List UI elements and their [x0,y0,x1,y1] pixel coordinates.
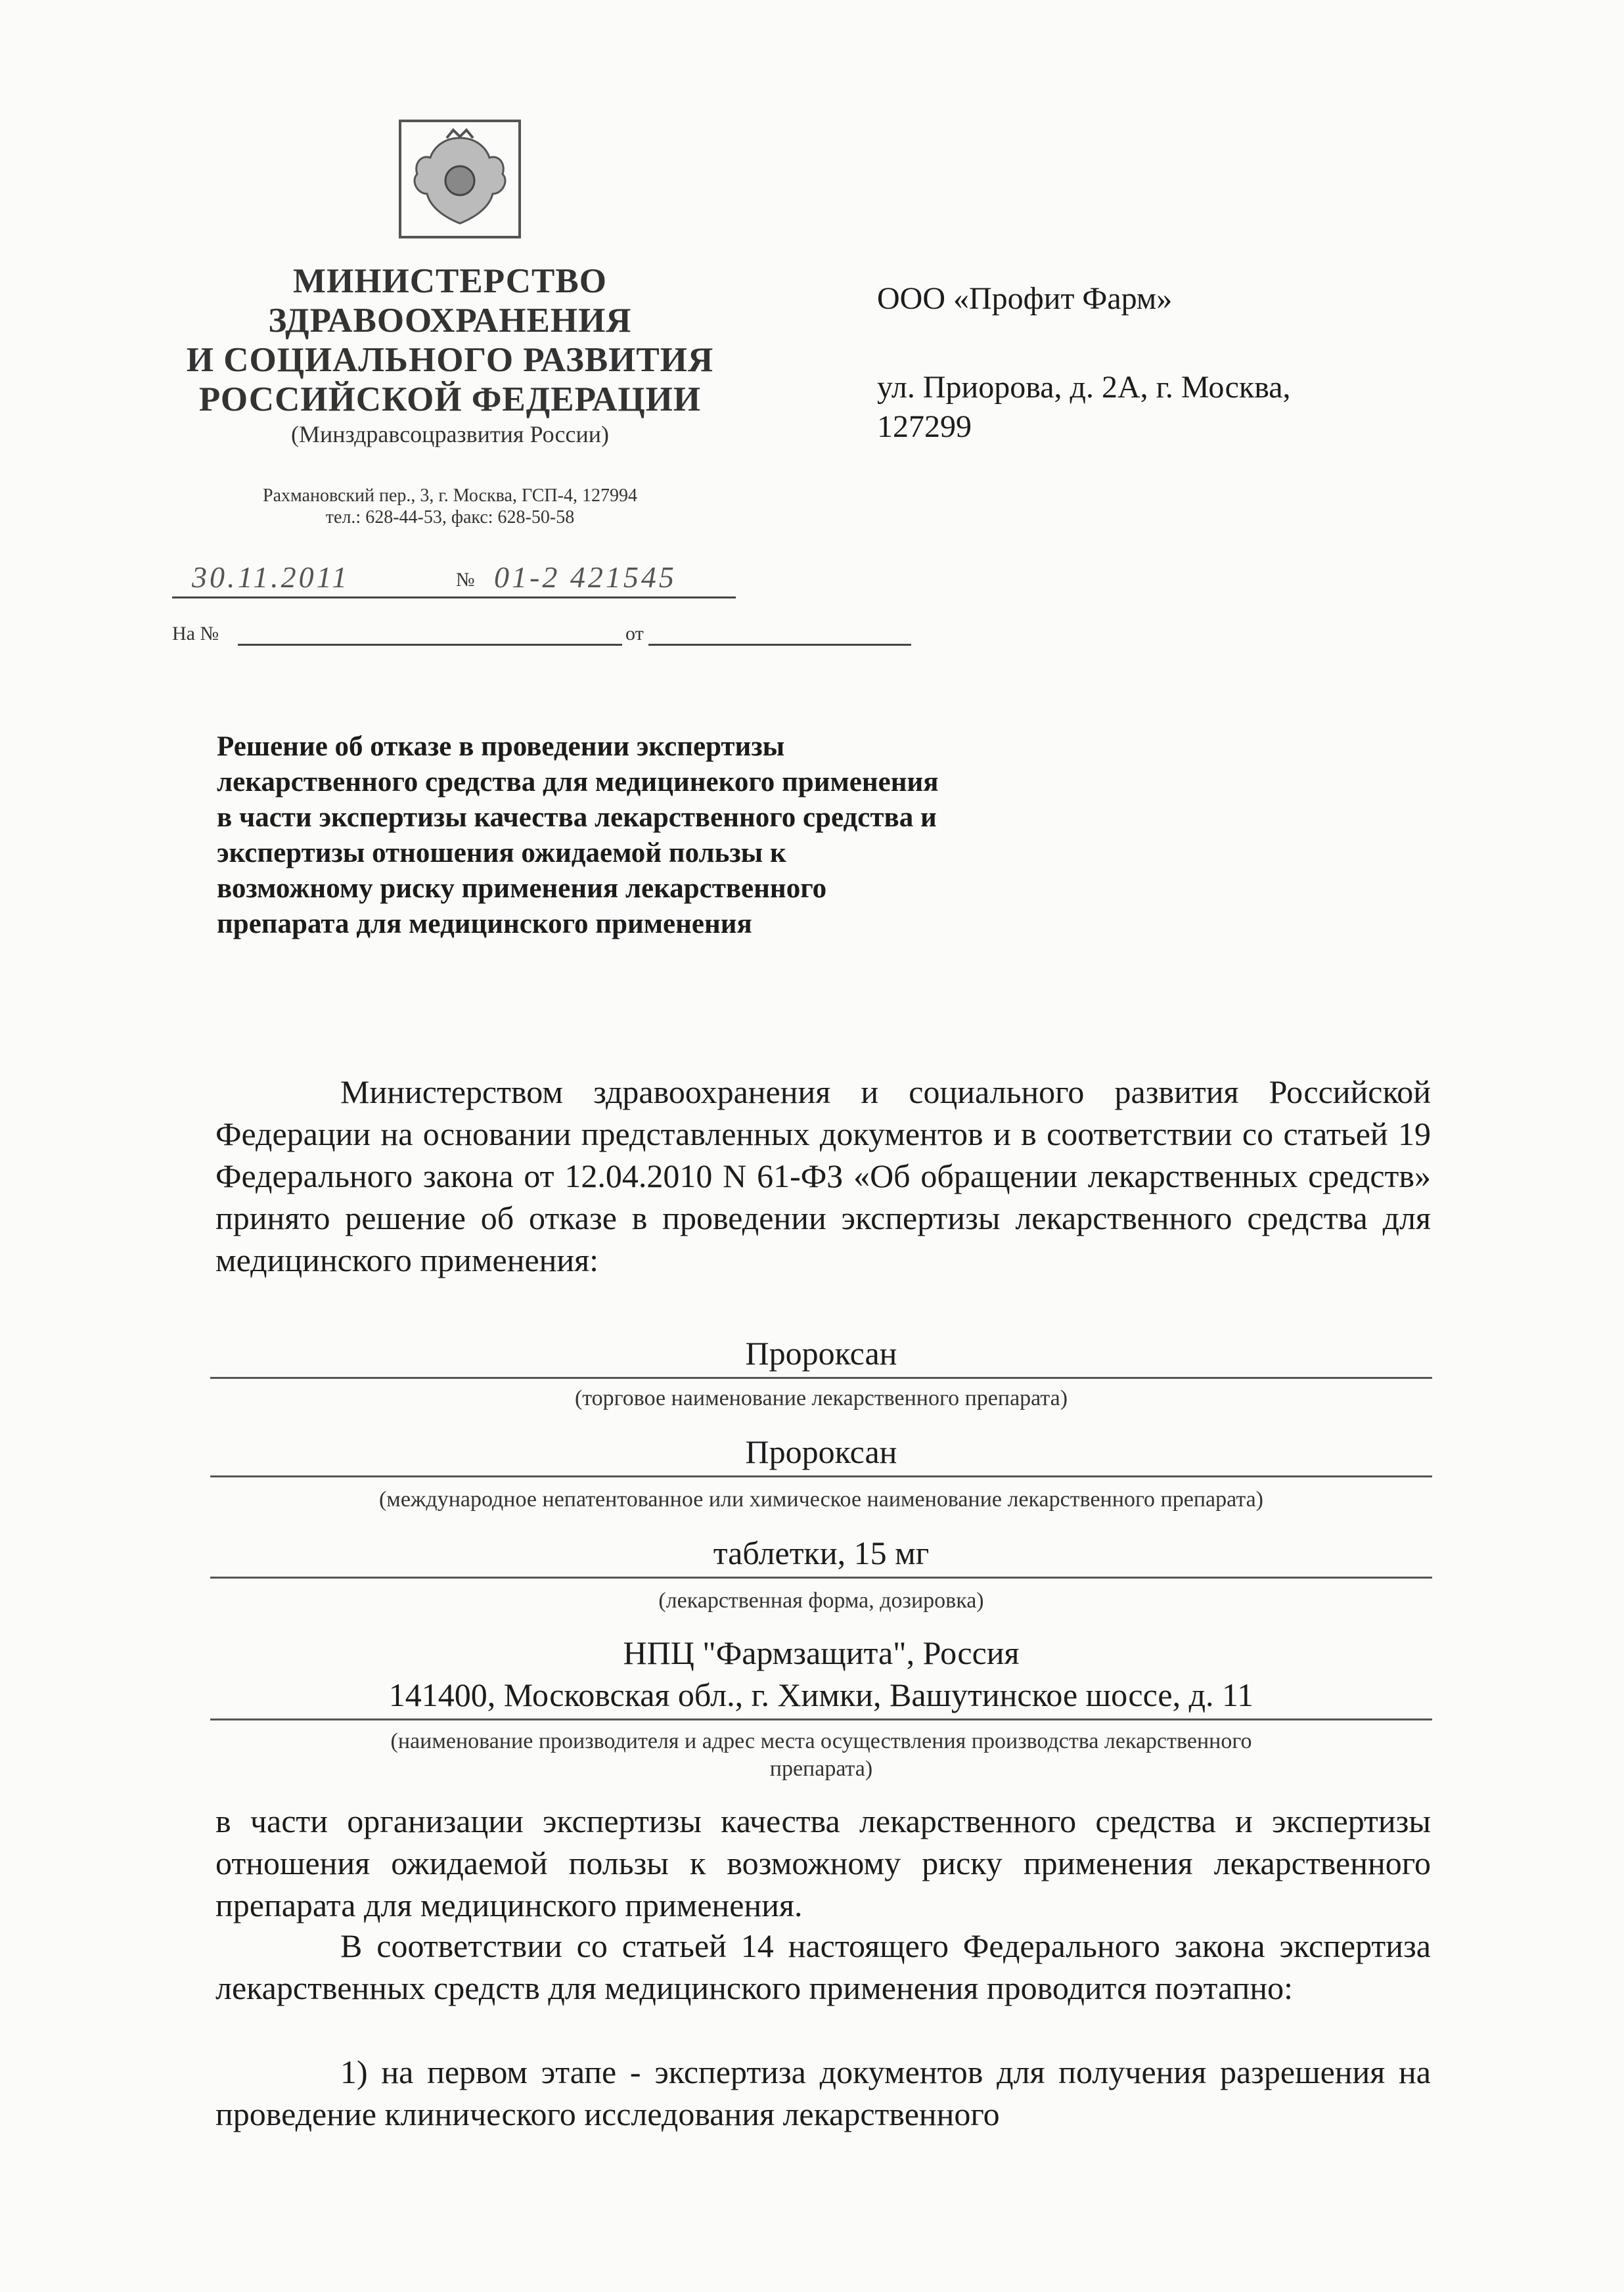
ministry-title-line: И СОЦИАЛЬНОГО РАЗВИТИЯ [186,341,714,379]
ministry-title [158,261,742,419]
registration-number-label: № [456,569,475,591]
body-paragraph-1: Министерством здравоохранения и социального развития Российской Федерации на основании представленных документов и в соответствии со статьей 19 Федерального закона от 12.04.2010 N 61-ФЗ «Об обращении лекарственных средств» принято решение об отказе в проведении экспертизы лекарственного средства для медицинского применения: [215,1073,1431,1278]
recipient-address [877,368,1455,447]
dosage-form: таблетки, 15 мг [713,1535,930,1571]
reference-date-blank [648,644,911,646]
manufacturer-address: 141400, Московская обл., г. Химки, Вашутинское шоссе, д. 11 [388,1676,1254,1713]
body-paragraph-4: 1) на первом этапе - экспертиза документов для получения разрешения на проведение клинического исследования лекарственного [215,2054,1431,2132]
body-paragraph-2: в части организации экспертизы качества лекарственного средства и экспертизы отношения ожидаемой пользы к возможному риску применения лекарственного препарата для медицинского применения. [215,1803,1431,1923]
registration-number: 01-2 421545 [494,560,677,594]
trade-name-caption: (торговое наименование лекарственного препарата) [574,1386,1068,1410]
reference-number-label: На № [172,623,219,644]
recipient-name: ООО «Профит Фарм» [877,281,1173,316]
ministry-address-line: Рахмановский пер., 3, г. Москва, ГСП-4, 127994 [263,485,637,506]
manufacturer-name: НПЦ "Фармзащита", Россия [623,1634,1020,1671]
registration-date: 30.11.2011 [192,560,350,594]
registration-line [172,560,736,598]
recipient-postal-code: 127299 [877,409,972,444]
recipient-address-line: ул. Приорова, д. 2А, г. Москва, [877,370,1291,405]
ministry-title-line: ЗДРАВООХРАНЕНИЯ [268,302,632,340]
inn-caption: (международное непатентованное или химическое наименование лекарственного препарата) [378,1487,1264,1512]
ministry-short-name: (Минздравсоцразвития России) [291,421,609,447]
manufacturer-caption-line: препарата) [769,1757,873,1781]
manufacturer-caption-line: (наименование производителя и адрес места осуществления производства лекарственного [390,1729,1252,1753]
dosage-form-caption: (лекарственная форма, дозировка) [658,1588,984,1613]
ministry-title-line: МИНИСТЕРСТВО [293,262,607,300]
manufacturer-underline [210,1719,1432,1720]
body-paragraph-3: В соответствии со статьей 14 настоящего Федерального закона экспертиза лекарственных средств для медицинского применения проводится поэтапно: [215,1927,1431,2006]
ministry-contacts-line: тел.: 628-44-53, факс: 628-50-58 [325,507,575,528]
trade-name-underline [210,1377,1432,1379]
ministry-address [158,485,742,528]
reference-number-blank [238,644,622,646]
coat-of-arms-emblem [397,118,522,240]
document-subject: Решение об отказе в проведении экспертизы лекарственного средства для медицинекого применения в части экспертизы качества лекарственного средства и экспертизы отношения ожидаемой пользы к возможному риску применения лекарственного препарата для медицинского применения [217,731,939,939]
reference-date-label: от [625,623,644,644]
ministry-title-line: РОССИЙСКОЙ ФЕДЕРАЦИИ [198,380,702,418]
inn-name: Пророксан [745,1433,897,1470]
trade-name: Пророксан [745,1335,897,1372]
reference-line [172,618,736,648]
manufacturer-caption [210,1728,1432,1783]
inn-underline [210,1475,1432,1477]
dosage-form-underline [210,1577,1432,1579]
